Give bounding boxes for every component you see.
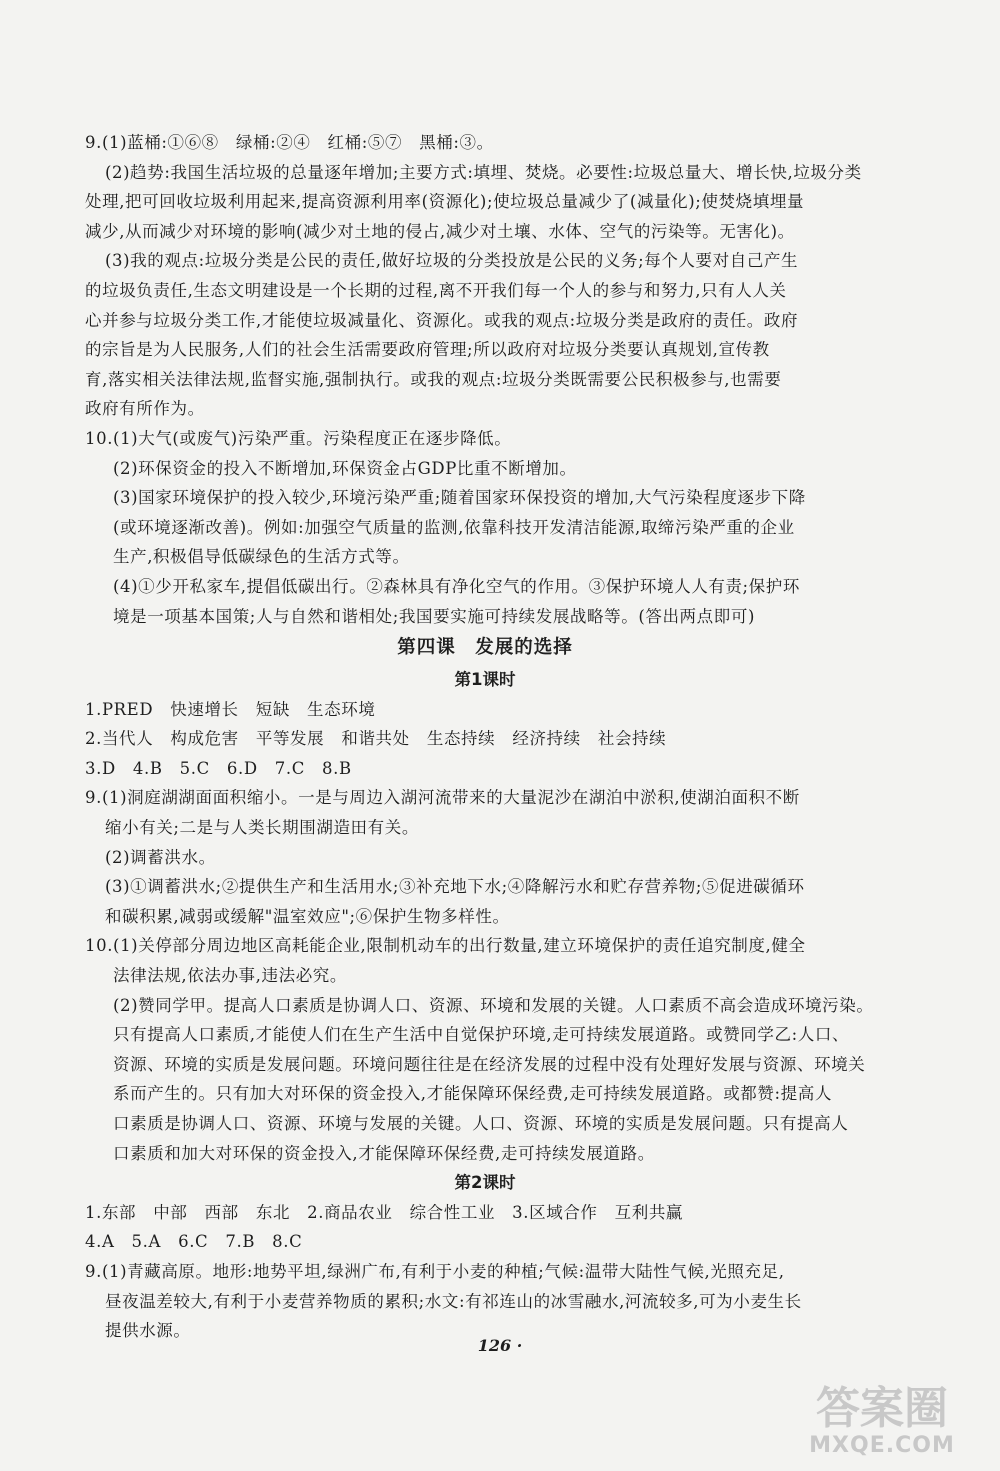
- answer-line: 10.(1)大气(或废气)污染严重。污染程度正在逐步降低。: [85, 428, 512, 448]
- period-title: 第2课时: [454, 1173, 516, 1193]
- answer-line: 和碳积累,减弱或缓解"温室效应";⑥保护生物多样性。: [105, 906, 510, 926]
- answer-line: 9.(1)青藏高原。地形:地势平坦,绿洲广布,有利于小麦的种植;气候:温带大陆性气候,光照充足,: [85, 1261, 785, 1281]
- answer-line: (2)环保资金的投入不断增加,环保资金占GDP比重不断增加。: [113, 458, 577, 478]
- answer-line: (3)国家环境保护的投入较少,环境污染严重;随着国家环保投资的增加,大气污染程度逐步下降: [113, 488, 806, 508]
- answer-line: 资源、环境的实质是发展问题。环境问题往往是在经济发展的过程中没有处理好发展与资源、环境关: [113, 1054, 866, 1074]
- answer-line: 心并参与垃圾分类工作,才能使垃圾减量化、资源化。或我的观点:垃圾分类是政府的责任。政府: [85, 310, 799, 330]
- answer-line: 9.(1)蓝桶:①⑥⑧ 绿桶:②④ 红桶:⑤⑦ 黑桶:③。: [85, 133, 494, 152]
- answer-line: 昼夜温差较大,有利于小麦营养物质的累积;水文:有祁连山的冰雪融水,河流较多,可为小麦生长: [105, 1291, 802, 1311]
- answer-line: 口素质和加大对环保的资金投入,才能保障环保经费,走可持续发展道路。: [113, 1143, 655, 1163]
- lesson-title: 第四课 发展的选择: [397, 637, 573, 659]
- answer-line: (3)①调蓄洪水;②提供生产和生活用水;③补充地下水;④降解污水和贮存营养物;⑤促进碳循环: [105, 877, 805, 897]
- answer-line: 2.当代人 构成危害 平等发展 和谐共处 生态持续 经济持续 社会持续: [85, 729, 667, 749]
- answer-line: 系而产生的。只有加大对环保的资金投入,才能保障环保经费,走可持续发展道路。或都赞:提高人: [113, 1084, 832, 1104]
- answer-line: 境是一项基本国策;人与自然和谐相处;我国要实施可持续发展战略等。(答出两点即可): [113, 606, 755, 626]
- watermark-text: 答案圈: [816, 1383, 948, 1434]
- answer-line: (2)调蓄洪水。: [105, 847, 216, 867]
- answer-line: (3)我的观点:垃圾分类是公民的责任,做好垃圾的分类投放是公民的义务;每个人要对自己产生: [105, 251, 799, 271]
- answer-line: 口素质是协调人口、资源、环境与发展的关键。人口、资源、环境的实质是发展问题。只有提高人: [113, 1114, 849, 1133]
- answer-content: [85, 128, 885, 1346]
- answer-line: 提供水源。: [105, 1321, 191, 1341]
- answer-line: 育,落实相关法律法规,监督实施,强制执行。或我的观点:垃圾分类既需要公民积极参与,也需要: [85, 369, 782, 389]
- answer-line: 法律法规,依法办事,违法必究。: [113, 966, 347, 986]
- answer-line: 10.(1)关停部分周边地区高耗能企业,限制机动车的出行数量,建立环境保护的责任追究制度,健全: [85, 936, 806, 956]
- answer-line: 3.D 4.B 5.C 6.D 7.C 8.B: [85, 758, 352, 778]
- answer-line: 只有提高人口素质,才能使人们在生产生活中自觉保护环境,走可持续发展道路。或赞同学乙:人口、: [113, 1025, 850, 1045]
- period-title: 第1课时: [454, 670, 516, 690]
- answer-line: 减少,从而减少对环境的影响(减少对土地的侵占,减少对土壤、水体、空气的污染等。无害化)。: [85, 221, 795, 241]
- answer-line: 的垃圾负责任,生态文明建设是一个长期的过程,离不开我们每一个人的参与和努力,只有人人关: [85, 280, 787, 300]
- answer-line: 1.东部 中部 西部 东北 2.商品农业 综合性工业 3.区域合作 互利共赢: [85, 1202, 684, 1222]
- page-number: 126 ·: [477, 1336, 523, 1355]
- watermark-url: MXQE.COM: [809, 1433, 955, 1458]
- answer-line: 缩小有关;二是与人类长期围湖造田有关。: [105, 818, 419, 838]
- answer-line: (2)趋势:我国生活垃圾的总量逐年增加;主要方式:填埋、焚烧。必要性:垃圾总量大、增长快,垃圾分类: [105, 162, 862, 182]
- answer-line: 政府有所作为。: [85, 399, 205, 419]
- watermark-logo: [782, 1385, 982, 1463]
- answer-line: 生产,积极倡导低碳绿色的生活方式等。: [113, 547, 410, 567]
- answer-line: (4)①少开私家车,提倡低碳出行。②森林具有净化空气的作用。③保护环境人人有责;保护环: [113, 576, 800, 596]
- answer-line: (或环境逐渐改善)。例如:加强空气质量的监测,依靠科技开发清洁能源,取缔污染严重的企业: [113, 517, 795, 537]
- answer-line: 处理,把可回收垃圾利用起来,提高资源利用率(资源化);使垃圾总量减少了(减量化);使焚烧填埋量: [85, 192, 805, 212]
- answer-line: (2)赞同学甲。提高人口素质是协调人口、资源、环境和发展的关键。人口素质不高会造成环境污染。: [113, 995, 874, 1015]
- answer-line: 4.A 5.A 6.C 7.B 8.C: [85, 1232, 303, 1252]
- answer-line: 的宗旨是为人民服务,人们的社会生活需要政府管理;所以政府对垃圾分类要认真规划,宣传教: [85, 340, 770, 360]
- answer-line: 1.PRED 快速增长 短缺 生态环境: [85, 699, 376, 719]
- answer-line: 9.(1)洞庭湖湖面面积缩小。一是与周边入湖河流带来的大量泥沙在湖泊中淤积,使湖泊面积不断: [85, 788, 800, 808]
